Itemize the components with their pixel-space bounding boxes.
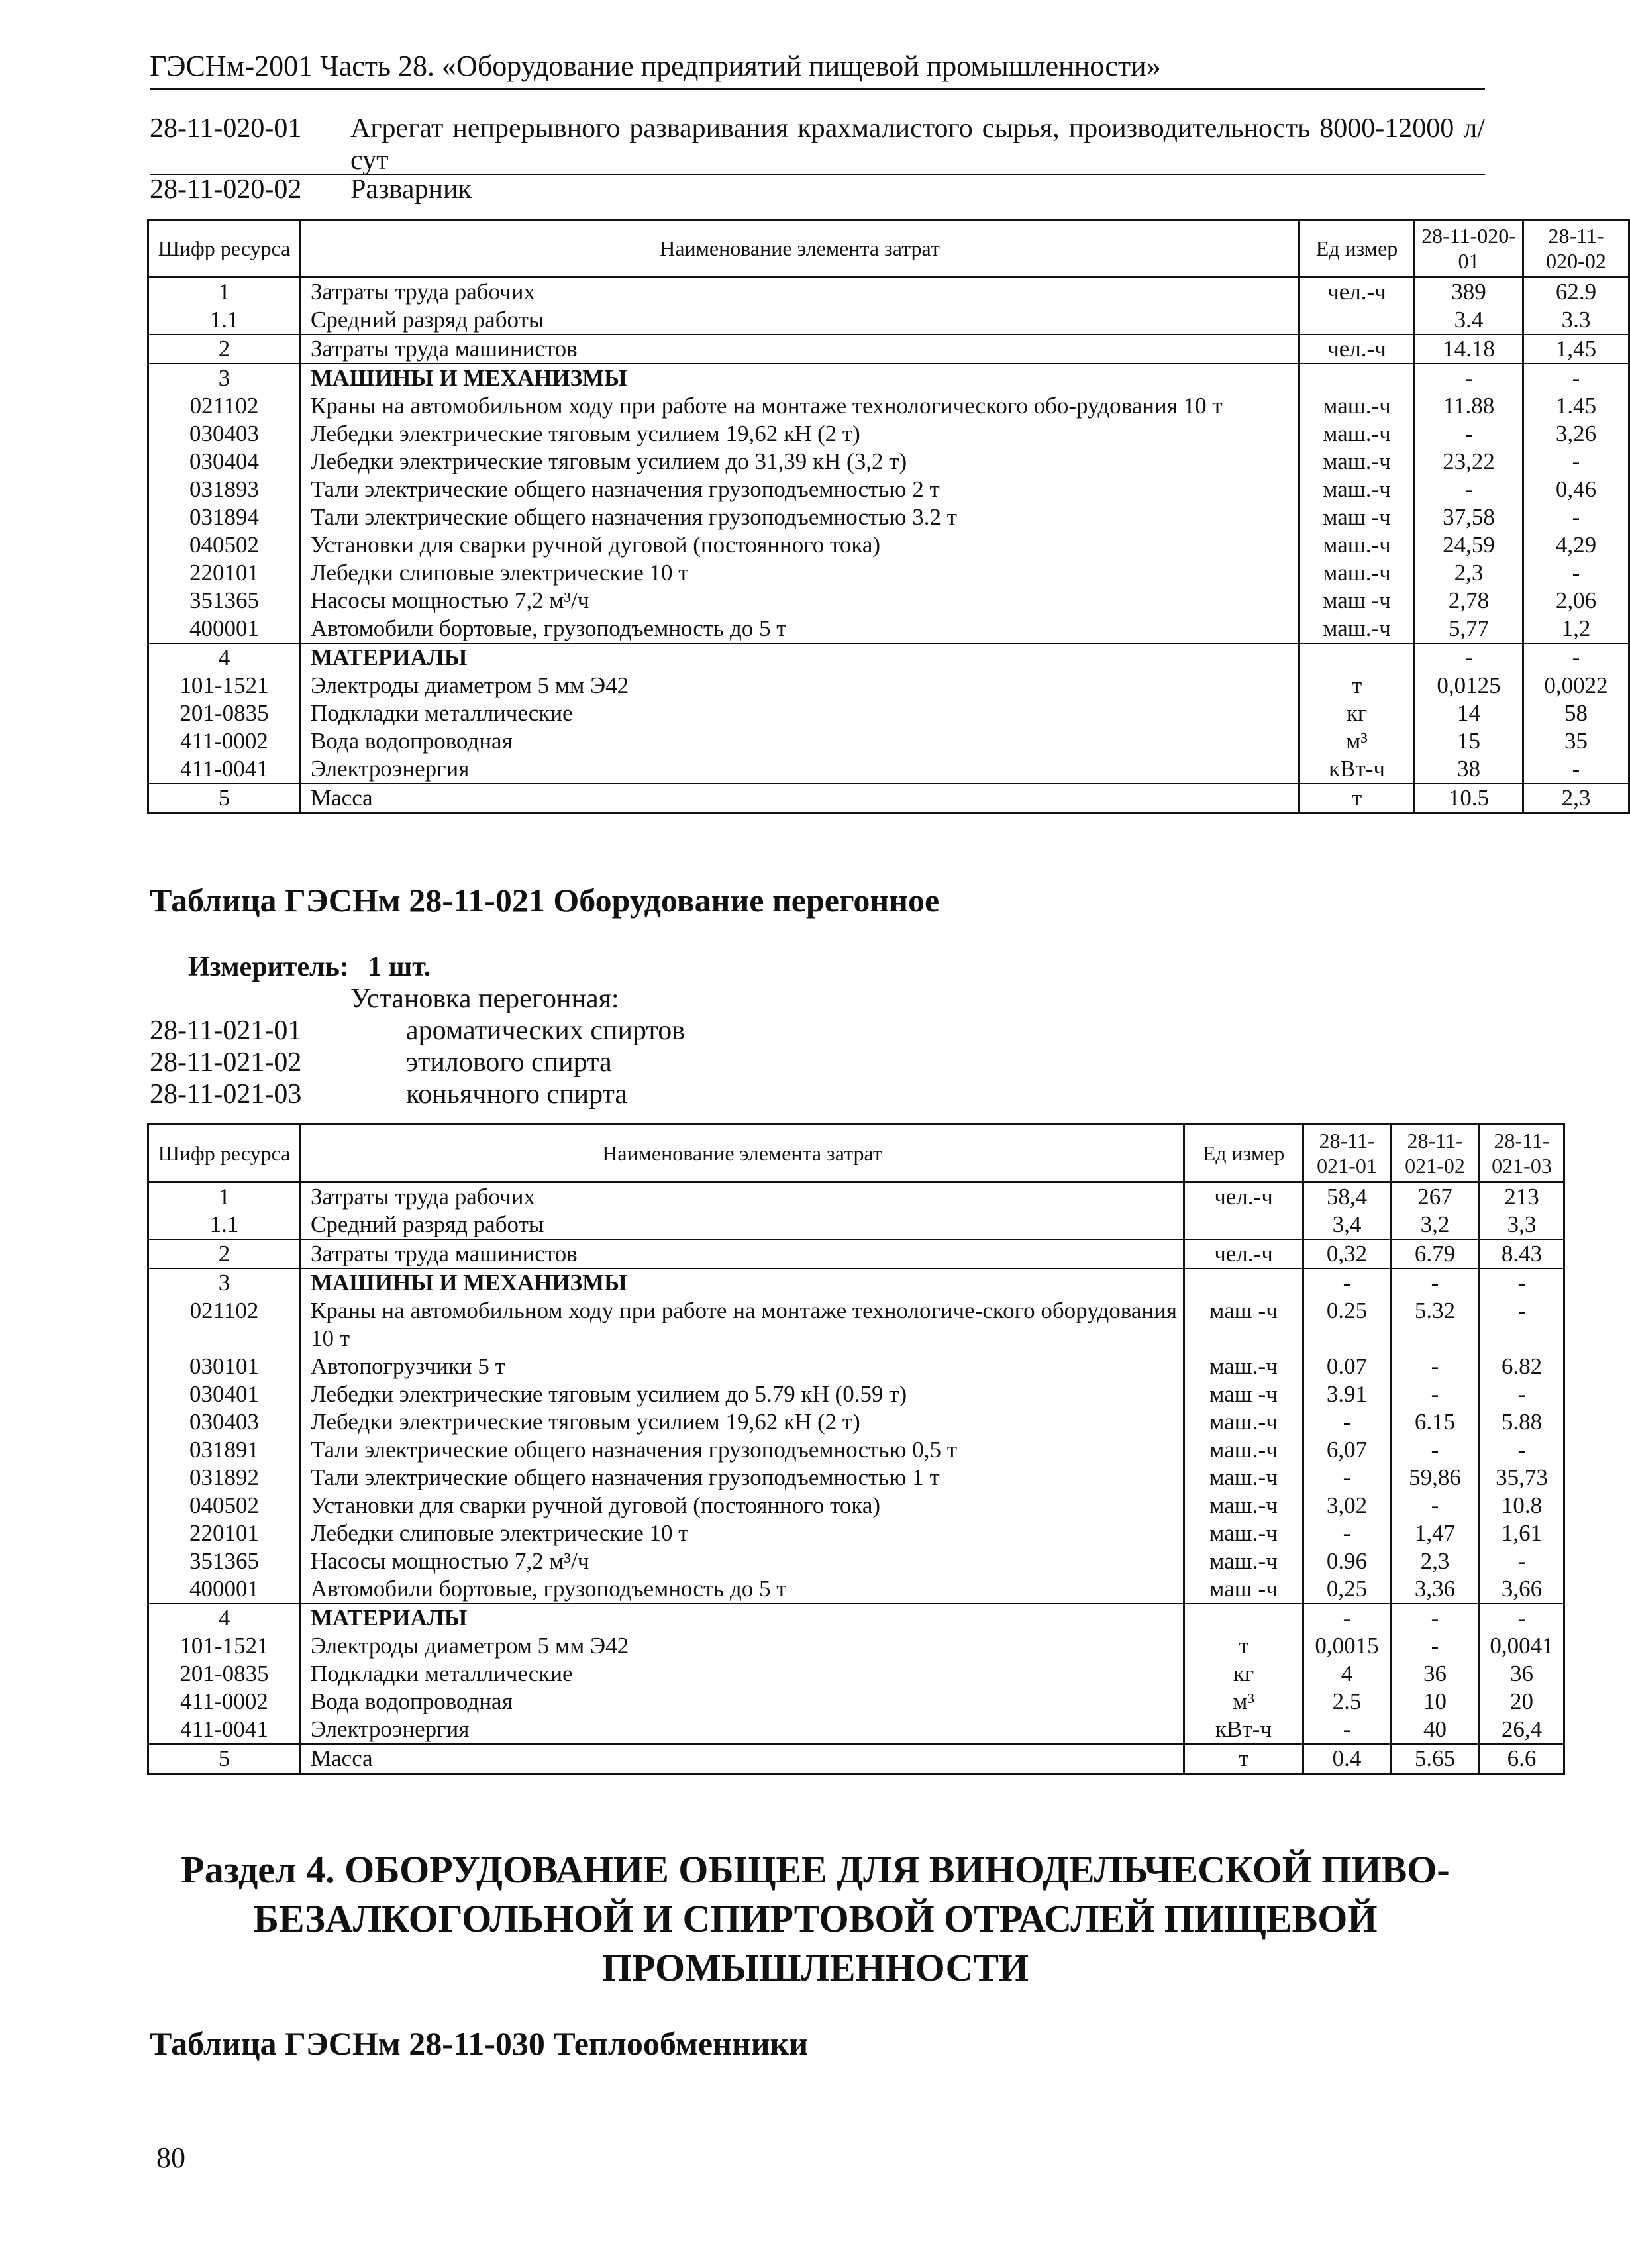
cell-value: 0,0022 — [1523, 672, 1629, 699]
running-header: ГЭСНм-2001 Часть 28. «Оборудование предприятий пищевой промышленности» — [150, 50, 1161, 82]
cell-value: 5,77 — [1415, 615, 1523, 643]
cell-value: - — [1303, 1464, 1391, 1492]
cell-value: - — [1480, 1436, 1564, 1464]
cell-name: Лебедки электрические тяговым усилием до 31,39 кН (3,2 т) — [301, 448, 1299, 476]
cell-value: 2,06 — [1523, 587, 1629, 615]
cell-value: 5.32 — [1391, 1297, 1480, 1353]
cell-value: - — [1415, 476, 1523, 503]
table-row — [148, 1297, 1564, 1353]
cell-value: - — [1523, 448, 1629, 476]
cell-value: 1.45 — [1523, 392, 1629, 420]
cell-code: 411-0041 — [148, 1716, 301, 1744]
cell-value: 3,2 — [1391, 1211, 1480, 1239]
code-row — [150, 1047, 685, 1078]
cell-unit: маш.-ч — [1299, 476, 1415, 503]
cell-code: 030403 — [148, 1408, 301, 1436]
cell-name: Автомобили бортовые, грузоподъемность до 5 т — [301, 1575, 1184, 1604]
cell-unit: маш.-ч — [1299, 559, 1415, 587]
cell-value: 0.25 — [1303, 1297, 1391, 1353]
cell-value: - — [1391, 1353, 1480, 1380]
cell-name: Подкладки металлические — [301, 699, 1299, 727]
cell-value: - — [1391, 1436, 1480, 1464]
cell-name: Лебедки электрические тяговым усилием до 5.79 кН (0.59 т) — [301, 1380, 1184, 1408]
header-col-2: 28-11-020-02 — [1523, 220, 1629, 278]
table-row — [148, 476, 1629, 503]
cell-code: 3 — [148, 1268, 301, 1297]
table-row — [148, 784, 1629, 813]
code-row — [150, 113, 1485, 176]
cell-unit: кВт-ч — [1299, 755, 1415, 784]
cell-value: 10.5 — [1415, 784, 1523, 813]
header-unit: Ед измер — [1299, 220, 1415, 278]
table-row — [148, 420, 1629, 448]
cell-value: 10.8 — [1480, 1492, 1564, 1520]
cell-value: 6.79 — [1391, 1239, 1480, 1268]
cell-value: - — [1480, 1604, 1564, 1632]
table-row — [148, 1575, 1564, 1604]
cell-value: 0,0015 — [1303, 1632, 1391, 1660]
cell-value: 3.4 — [1415, 306, 1523, 335]
table-header-row — [148, 220, 1629, 278]
header-code: Шифр ресурса — [148, 220, 301, 278]
cell-value: 2.5 — [1303, 1688, 1391, 1716]
description: коньячного спирта — [406, 1079, 628, 1109]
cell-code: 040502 — [148, 531, 301, 559]
table-row — [148, 1408, 1564, 1436]
cell-value: 8.43 — [1480, 1239, 1564, 1268]
code: 28-11-021-01 — [150, 1015, 302, 1046]
cell-name: Подкладки металлические — [301, 1660, 1184, 1688]
cell-value: - — [1303, 1268, 1391, 1297]
cell-name: Электроды диаметром 5 мм Э42 — [301, 1632, 1184, 1660]
cell-name: Вода водопроводная — [301, 1688, 1184, 1716]
cell-name: Автомобили бортовые, грузоподъемность до 5 т — [301, 615, 1299, 643]
table-row — [148, 1353, 1564, 1380]
cell-value: 4 — [1303, 1660, 1391, 1688]
cell-value: 15 — [1415, 727, 1523, 755]
description: Агрегат непрерывного разваривания крахмалистого сырья, производительность 8000-12000 л/сут — [350, 113, 1485, 176]
cell-value: - — [1480, 1268, 1564, 1297]
block1-code-list — [150, 113, 1485, 176]
header-col-2: 28-11-021-02 — [1391, 1125, 1480, 1182]
cell-value: 3,4 — [1303, 1211, 1391, 1239]
table-row — [148, 1492, 1564, 1520]
cell-name: Тали электрические общего назначения грузоподъемностью 2 т — [301, 476, 1299, 503]
cell-name: Лебедки электрические тяговым усилием 19,62 кН (2 т) — [301, 1408, 1184, 1436]
cell-value: 1,45 — [1523, 335, 1629, 364]
cell-value: 3,3 — [1480, 1211, 1564, 1239]
cell-name: Масса — [301, 784, 1299, 813]
cell-unit — [1184, 1211, 1303, 1239]
cell-name: Затраты труда машинистов — [301, 335, 1299, 364]
cell-name: Установки для сварки ручной дуговой (постоянного тока) — [301, 531, 1299, 559]
cell-value: - — [1391, 1268, 1480, 1297]
cell-value: 389 — [1415, 278, 1523, 307]
cell-value: 23,22 — [1415, 448, 1523, 476]
cell-unit: маш -ч — [1184, 1297, 1303, 1353]
cell-unit: маш.-ч — [1299, 420, 1415, 448]
cell-name: Затраты труда рабочих — [301, 1182, 1184, 1211]
cell-name: Насосы мощностью 7,2 м³/ч — [301, 587, 1299, 615]
table-title-021: Таблица ГЭСНм 28-11-021 Оборудование перегонное — [150, 882, 940, 919]
header-name: Наименование элемента затрат — [301, 220, 1299, 278]
cell-code: 101-1521 — [148, 1632, 301, 1660]
cell-value: - — [1480, 1297, 1564, 1353]
cell-code: 4 — [148, 1604, 301, 1632]
cell-value: - — [1523, 559, 1629, 587]
cell-unit: маш.-ч — [1299, 531, 1415, 559]
cell-value: 2,3 — [1523, 784, 1629, 813]
table-row — [148, 1547, 1564, 1575]
cell-value: - — [1523, 755, 1629, 784]
description: Разварник — [350, 174, 472, 205]
code-row — [150, 1078, 685, 1110]
code: 28-11-021-03 — [150, 1079, 302, 1109]
cell-value: 38 — [1415, 755, 1523, 784]
cell-value: - — [1480, 1547, 1564, 1575]
cell-unit — [1184, 1268, 1303, 1297]
cell-unit: маш.-ч — [1184, 1408, 1303, 1436]
header-col-1: 28-11-021-01 — [1303, 1125, 1391, 1182]
cell-unit — [1299, 306, 1415, 335]
cell-code: 400001 — [148, 1575, 301, 1604]
cell-code: 040502 — [148, 1492, 301, 1520]
cell-value: 36 — [1391, 1660, 1480, 1688]
cell-code: 201-0835 — [148, 699, 301, 727]
cell-unit: маш.-ч — [1184, 1436, 1303, 1464]
table-row — [148, 306, 1629, 335]
cell-value: 2,3 — [1415, 559, 1523, 587]
cell-unit: чел.-ч — [1184, 1239, 1303, 1268]
header-name: Наименование элемента затрат — [301, 1125, 1184, 1182]
cell-value: 36 — [1480, 1660, 1564, 1688]
cell-value: - — [1391, 1492, 1480, 1520]
table-row — [148, 559, 1629, 587]
cell-value: - — [1391, 1632, 1480, 1660]
cell-name: Средний разряд работы — [301, 1211, 1184, 1239]
cell-value: 0,0041 — [1480, 1632, 1564, 1660]
cell-value: 35 — [1523, 727, 1629, 755]
table-row — [148, 1660, 1564, 1688]
table-row — [148, 699, 1629, 727]
cell-value: 0.07 — [1303, 1353, 1391, 1380]
cell-code: 030401 — [148, 1380, 301, 1408]
cell-name: Тали электрические общего назначения грузоподъемностью 3.2 т — [301, 503, 1299, 531]
table-header-row — [148, 1125, 1564, 1182]
cell-value: 5.88 — [1480, 1408, 1564, 1436]
cell-value: - — [1303, 1520, 1391, 1547]
cell-value: 3,26 — [1523, 420, 1629, 448]
header-rule — [150, 88, 1485, 90]
cell-value: 0,46 — [1523, 476, 1629, 503]
cell-code: 2 — [148, 1239, 301, 1268]
cell-code: 2 — [148, 335, 301, 364]
cell-value: 0,25 — [1303, 1575, 1391, 1604]
cell-code: 400001 — [148, 615, 301, 643]
cell-value: 1,2 — [1523, 615, 1629, 643]
cell-value: 0,32 — [1303, 1239, 1391, 1268]
cell-name: Лебедки электрические тяговым усилием 19,62 кН (2 т) — [301, 420, 1299, 448]
cell-code: 031894 — [148, 503, 301, 531]
cell-value: - — [1415, 364, 1523, 392]
cell-name: Масса — [301, 1744, 1184, 1774]
cell-value: 58,4 — [1303, 1182, 1391, 1211]
cell-code: 1.1 — [148, 306, 301, 335]
cell-unit: маш.-ч — [1184, 1547, 1303, 1575]
table-row — [148, 1716, 1564, 1744]
cell-value: 267 — [1391, 1182, 1480, 1211]
cell-code: 031893 — [148, 476, 301, 503]
cell-unit: маш -ч — [1184, 1380, 1303, 1408]
cell-name: Затраты труда машинистов — [301, 1239, 1184, 1268]
table-row — [148, 1268, 1564, 1297]
cell-code: 411-0002 — [148, 727, 301, 755]
cell-code: 220101 — [148, 559, 301, 587]
cell-unit: маш.-ч — [1184, 1464, 1303, 1492]
cell-value: 213 — [1480, 1182, 1564, 1211]
cell-code: 031891 — [148, 1436, 301, 1464]
table-row — [148, 672, 1629, 699]
cell-unit: т — [1184, 1744, 1303, 1774]
cell-value: 3.3 — [1523, 306, 1629, 335]
measure-value: 1 шт. — [368, 952, 431, 982]
cell-value: 0.4 — [1303, 1744, 1391, 1774]
resource-table-021 — [147, 1123, 1565, 1775]
cell-value: 58 — [1523, 699, 1629, 727]
table-row — [148, 643, 1629, 672]
header-unit: Ед измер — [1184, 1125, 1303, 1182]
cell-code: 021102 — [148, 392, 301, 420]
cell-unit: т — [1299, 672, 1415, 699]
cell-name: Краны на автомобильном ходу при работе на монтаже технологического обо-рудования 10 т — [301, 392, 1299, 420]
page-number: 80 — [156, 2141, 185, 2174]
cell-value: - — [1480, 1380, 1564, 1408]
code-row — [150, 1015, 685, 1047]
cell-value: 6.6 — [1480, 1744, 1564, 1774]
table-title-030: Таблица ГЭСНм 28-11-030 Теплообменники — [150, 2025, 809, 2062]
cell-code: 030403 — [148, 420, 301, 448]
table-row — [148, 1688, 1564, 1716]
table-row — [148, 1239, 1564, 1268]
cell-value: - — [1523, 503, 1629, 531]
cell-value: 3,36 — [1391, 1575, 1480, 1604]
cell-unit: т — [1299, 784, 1415, 813]
cell-value: 2,3 — [1391, 1547, 1480, 1575]
table-row — [148, 1380, 1564, 1408]
cell-unit: кг — [1184, 1660, 1303, 1688]
table-row — [148, 1436, 1564, 1464]
cell-value: 1,47 — [1391, 1520, 1480, 1547]
header-col-3: 28-11-021-03 — [1480, 1125, 1564, 1182]
cell-unit: маш -ч — [1299, 587, 1415, 615]
table-row — [148, 1182, 1564, 1211]
cell-name: Вода водопроводная — [301, 727, 1299, 755]
table-row — [148, 755, 1629, 784]
block2-code-list — [150, 983, 685, 1110]
cell-value: 10 — [1391, 1688, 1480, 1716]
cell-unit: маш.-ч — [1299, 615, 1415, 643]
cell-unit: маш.-ч — [1299, 392, 1415, 420]
cell-name: Тали электрические общего назначения грузоподъемностью 1 т — [301, 1464, 1184, 1492]
table-row — [148, 364, 1629, 392]
cell-code: 1 — [148, 278, 301, 307]
cell-value: 3,02 — [1303, 1492, 1391, 1520]
cell-unit: маш.-ч — [1184, 1492, 1303, 1520]
cell-value: 62.9 — [1523, 278, 1629, 307]
cell-value: 6.82 — [1480, 1353, 1564, 1380]
cell-value: - — [1391, 1604, 1480, 1632]
cell-value: - — [1415, 420, 1523, 448]
cell-unit: маш.-ч — [1184, 1520, 1303, 1547]
cell-value: 14.18 — [1415, 335, 1523, 364]
cell-name: Лебедки слиповые электрические 10 т — [301, 559, 1299, 587]
cell-unit: маш -ч — [1184, 1575, 1303, 1604]
cell-name: Автопогрузчики 5 т — [301, 1353, 1184, 1380]
table-row — [148, 1632, 1564, 1660]
table-row — [148, 1211, 1564, 1239]
resource-table-020 — [147, 219, 1630, 814]
cell-unit: чел.-ч — [1299, 335, 1415, 364]
cell-value: 1,61 — [1480, 1520, 1564, 1547]
cell-name: МАШИНЫ И МЕХАНИЗМЫ — [301, 364, 1299, 392]
table-row — [148, 448, 1629, 476]
cell-value: 6,07 — [1303, 1436, 1391, 1464]
code: 28-11-021-02 — [150, 1047, 302, 1078]
description: этилового спирта — [406, 1047, 612, 1078]
table-body — [148, 1182, 1564, 1774]
cell-code: 411-0041 — [148, 755, 301, 784]
cell-unit: кВт-ч — [1184, 1716, 1303, 1744]
cell-unit: м³ — [1184, 1688, 1303, 1716]
cell-unit — [1299, 643, 1415, 672]
table-row — [148, 1744, 1564, 1774]
header-code: Шифр ресурса — [148, 1125, 301, 1182]
cell-name: Средний разряд работы — [301, 306, 1299, 335]
cell-name: МАТЕРИАЛЫ — [301, 1604, 1184, 1632]
cell-unit — [1299, 364, 1415, 392]
table-row — [148, 1520, 1564, 1547]
cell-code: 4 — [148, 643, 301, 672]
cell-value: 3.91 — [1303, 1380, 1391, 1408]
code: 28-11-020-02 — [150, 174, 302, 205]
cell-name: Установки для сварки ручной дуговой (постоянного тока) — [301, 1492, 1184, 1520]
table-row — [148, 392, 1629, 420]
cell-value: - — [1523, 643, 1629, 672]
cell-unit: кг — [1299, 699, 1415, 727]
cell-unit: маш.-ч — [1184, 1353, 1303, 1380]
table-row — [148, 335, 1629, 364]
cell-name: Насосы мощностью 7,2 м³/ч — [301, 1547, 1184, 1575]
cell-unit: т — [1184, 1632, 1303, 1660]
cell-code: 220101 — [148, 1520, 301, 1547]
cell-value: 11.88 — [1415, 392, 1523, 420]
group-label: Установка перегонная: — [350, 984, 619, 1014]
cell-value: - — [1303, 1716, 1391, 1744]
cell-code: 201-0835 — [148, 1660, 301, 1688]
cell-unit: чел.-ч — [1184, 1182, 1303, 1211]
header-col-1: 28-11-020-01 — [1415, 220, 1523, 278]
cell-name: Электроэнергия — [301, 755, 1299, 784]
measure-label: Измеритель: — [188, 952, 349, 982]
cell-code: 1 — [148, 1182, 301, 1211]
cell-name: Электроды диаметром 5 мм Э42 — [301, 672, 1299, 699]
cell-code: 030404 — [148, 448, 301, 476]
cell-value: 59,86 — [1391, 1464, 1480, 1492]
cell-value: 26,4 — [1480, 1716, 1564, 1744]
table-row — [148, 503, 1629, 531]
cell-name: Тали электрические общего назначения грузоподъемностью 0,5 т — [301, 1436, 1184, 1464]
cell-code: 351365 — [148, 587, 301, 615]
cell-value: - — [1391, 1380, 1480, 1408]
table-row — [148, 727, 1629, 755]
cell-value: 24,59 — [1415, 531, 1523, 559]
cell-value: 40 — [1391, 1716, 1480, 1744]
cell-unit: маш -ч — [1299, 503, 1415, 531]
cell-name: Затраты труда рабочих — [301, 278, 1299, 307]
measure — [188, 951, 431, 983]
cell-name: МАТЕРИАЛЫ — [301, 643, 1299, 672]
cell-value: - — [1303, 1604, 1391, 1632]
cell-unit — [1184, 1604, 1303, 1632]
table-row — [148, 278, 1629, 307]
cell-code: 101-1521 — [148, 672, 301, 699]
table-body — [148, 278, 1629, 813]
block1-code-list-2 — [150, 174, 1485, 205]
cell-code: 021102 — [148, 1297, 301, 1353]
cell-name: Краны на автомобильном ходу при работе на монтаже технологиче-ского оборудования 10 т — [301, 1297, 1184, 1353]
cell-code: 5 — [148, 784, 301, 813]
cell-value: 3,66 — [1480, 1575, 1564, 1604]
cell-name: Лебедки слиповые электрические 10 т — [301, 1520, 1184, 1547]
cell-unit: чел.-ч — [1299, 278, 1415, 307]
table-row — [148, 531, 1629, 559]
cell-value: - — [1415, 643, 1523, 672]
section-heading: Раздел 4. ОБОРУДОВАНИЕ ОБЩЕЕ ДЛЯ ВИНОДЕЛЬЧЕСКОЙ ПИВО-БЕЗАЛКОГОЛЬНОЙ И СПИРТОВОЙ ОТРАСЛЕЙ ПИЩЕВОЙ ПРОМЫШЛЕННОСТИ — [181, 1848, 1450, 1989]
cell-value: 0,0125 — [1415, 672, 1523, 699]
cell-value: - — [1303, 1408, 1391, 1436]
cell-unit: маш.-ч — [1299, 448, 1415, 476]
description: ароматических спиртов — [406, 1015, 686, 1046]
table-row — [148, 1464, 1564, 1492]
code-row — [150, 174, 1485, 205]
cell-value: 35,73 — [1480, 1464, 1564, 1492]
table-row — [148, 587, 1629, 615]
cell-code: 351365 — [148, 1547, 301, 1575]
cell-value: 20 — [1480, 1688, 1564, 1716]
cell-name: МАШИНЫ И МЕХАНИЗМЫ — [301, 1268, 1184, 1297]
cell-code: 031892 — [148, 1464, 301, 1492]
cell-unit: м³ — [1299, 727, 1415, 755]
cell-value: 14 — [1415, 699, 1523, 727]
cell-value: 4,29 — [1523, 531, 1629, 559]
cell-value: 5.65 — [1391, 1744, 1480, 1774]
table-row — [148, 615, 1629, 643]
cell-value: 0.96 — [1303, 1547, 1391, 1575]
cell-value: - — [1523, 364, 1629, 392]
cell-code: 1.1 — [148, 1211, 301, 1239]
code: 28-11-020-01 — [150, 113, 302, 144]
cell-value: 2,78 — [1415, 587, 1523, 615]
cell-value: 6.15 — [1391, 1408, 1480, 1436]
cell-code: 411-0002 — [148, 1688, 301, 1716]
cell-code: 030101 — [148, 1353, 301, 1380]
cell-code: 5 — [148, 1744, 301, 1774]
cell-value: 37,58 — [1415, 503, 1523, 531]
cell-code: 3 — [148, 364, 301, 392]
cell-name: Электроэнергия — [301, 1716, 1184, 1744]
table-row — [148, 1604, 1564, 1632]
